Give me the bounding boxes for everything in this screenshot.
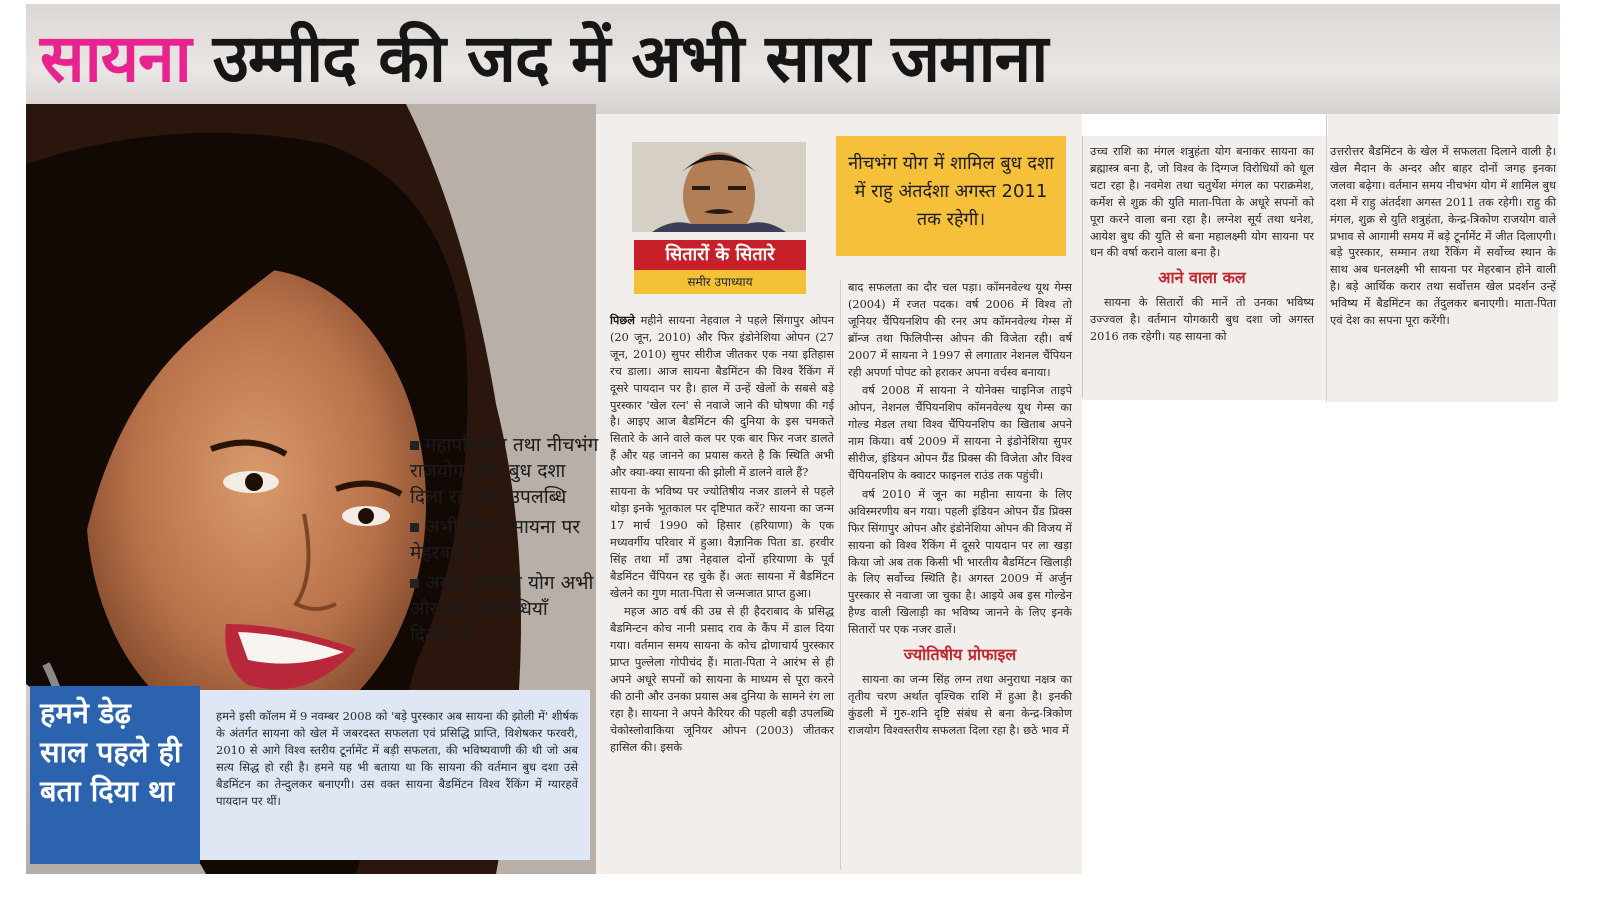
paragraph: वर्ष 2010 में जून का महीना सायना के लिए अविस्मरणीय बन गया। पहली इंडियन ओपन ग्रैंड प्रिक्स फिर सिंगापुर ओपन और इंडोनेशिया ओपन की विजय में सायना को विश्व रैंकिंग में दूसरे पायदान पर ला खड़ा किया जो अब तक किसी भी भारतीय बैडमिंटन खिलाड़ी के लिए सर्वोच्च स्थिति है। अगस्त 2009 में अर्जुन पुरस्कार से नवाजा जा चुका है। आइये अब इस गोल्डेन हैण्ड वाली खिलाड़ी का भविष्य जानने के लिए इनके सितारों पर एक नजर डालें। — [848, 487, 1072, 637]
bullet-square-icon — [410, 579, 419, 588]
paragraph: महज आठ वर्ष की उम्र से ही हैदराबाद के प्रसिद्ध बैडमिन्टन कोच नानी प्रसाद राव के कैंप में डाल दिया गया। वर्तमान समय सायना के कोच द्रोणाचार्य पुरस्कार प्राप्त पुल्लेला गोपीचंद हैं। माता-पिता ने आरंभ से ही अपने अधूरे सपनों को सायना के माध्यम से पूरा करने की ठानी और उनका प्रयास अब दुनिया के सामने रंग ला रहा है। सायना ने अपने कैरियर की पहली बड़ी उपलब्धि चेकोस्लोवाकिया जूनियर ओपन (2003) जीतकर हासिल की। इसके — [610, 605, 834, 754]
paragraph: उत्तरोत्तर बैडमिंटन के खेल में सफलता दिलाने वाली है। खेल मैदान के अन्दर और बाहर दोनों जगह इनका जलवा बढ़ेगा। वर्तमान समय नीचभंग योग में शामिल बुध दशा में राहु अंतर्दशा अगस्त 2011 तक रहेगी। राहु की मंगल, शुक्र से युति शत्रुहंता, केन्द्र-त्रिकोण राजयोग वाले प्रभाव से आगामी समय में बड़े टूर्नामेंट में जीत दिलाएगी। बड़े पुरस्कार, सम्मान तथा रैंकिंग में सर्वोच्च स्थान के साथ अब धनलक्ष्मी भी सायना पर मेहरबान होने वाली है। बड़े आर्थिक करार तथा सर्वोत्तम खेल प्रदर्शन उन्हें भविष्य में बैडमिंटन का तेंदुलकर बनाएगी। माता-पिता एवं देश का सपना पूरा करेंगी। — [1330, 145, 1556, 328]
article-column-3 — [1090, 144, 1314, 394]
article-column-2 — [848, 280, 1072, 850]
section-heading: आने वाला कल — [1158, 268, 1246, 288]
headline-name: सायना — [40, 20, 191, 97]
callout-line: बता दिया था — [40, 774, 175, 808]
paragraph: सायना के सितारों की मानें तो उनका भविष्य उज्ज्वल है। वर्तमान योगकारी बुध दशा जो अगस्त 2016 तक रहेगी। यह सायना को — [1090, 296, 1314, 344]
columnist-name: समीर उपाध्याय — [634, 270, 806, 294]
paragraph: सायना का जन्म सिंह लग्न तथा अनुराधा नक्षत्र का तृतीय चरण अर्थात वृश्चिक राशि में हुआ है। इनकी कुंडली में गुरु-शनि दृष्टि संबंध से बना केन्द्र-त्रिकोण राजयोग विश्वस्तरीय सफलता दिला रहा है। छठे भाव में — [848, 672, 1072, 737]
bullet-item — [410, 514, 600, 566]
highlight-bullets — [410, 432, 600, 652]
column-divider — [1082, 136, 1083, 398]
paragraph — [610, 312, 834, 482]
paragraph: वर्ष 2008 में सायना ने योनेक्स चाइनिज ताइपे ओपन, नेशनल चैंपियनशिप कॉमनवेल्थ यूथ गेम्स का गोल्ड मेडल तथा विश्व चैंपियनशिप का खिताब अपने नाम किया। वर्ष 2009 में सायना ने इंडोनेशिया सुपर सीरीज, इंडियन ओपन ग्रैंड प्रिक्स की विजेता और विश्व चैंपियनशिप के क्वाटर फाइनल राउंड तक पहुंची। — [848, 384, 1072, 482]
columnist-portrait-illustration — [632, 142, 806, 232]
column-divider — [1326, 104, 1327, 402]
prediction-callout — [30, 686, 200, 864]
callout-line: हमने डेढ़ — [40, 696, 131, 730]
bullet-item — [410, 570, 600, 648]
column-banner: सितारों के सितारे — [634, 240, 806, 270]
bullet-text: अभी सितारे सायना पर मेहरबान हैं — [410, 516, 581, 564]
headline-rest: उम्मीद की जद में अभी सारा जमाना — [212, 20, 1048, 97]
paragraph-text: महीने सायना नेहवाल ने पहले सिंगापुर ओपन (20 जून, 2010) और फिर इंडोनेशिया ओपन (27 जून, 2010) सुपर सीरीज जीतकर एक नया इतिहास रच डाला। आज सायना बैडमिंटन की विश्व रैंकिंग में दूसरे पायदान पर है। हाल में उन्हें खेलों के सबसे बड़े पुरस्कार 'खेल रत्न' से नवाजे जाने की घोषणा की गई है। आइए आज बैडमिंटन की दुनिया के इस चमकते सितारे के आने वाले कल पर एक बार फिर नजर डालते हैं और यह जानने का प्रयास करते है कि स्थिति अभी और क्या-क्या सायना की झोली में डालने वाले हैं? — [610, 314, 834, 480]
headline-band — [26, 4, 1560, 114]
columnist-photo — [632, 142, 806, 232]
paragraph: सायना के भविष्य पर ज्योतिषीय नजर डालने से पहले थोड़ा इनके भूतकाल पर दृष्टिपात करें? सायना का जन्म 17 मार्च 1990 को हिसार (हरियाणा) के एक मध्यवर्गीय परिवार में हुआ। वैज्ञानिक पिता डा. हरवीर सिंह तथा माँ उषा नेहवाल दोनों हरियाणा के पूर्व बैडमिंटन चैंपियन रह चुके हैं। अतः सायना में बैडमिंटन खेलने का गुण माता-पिता से जन्मजात प्राप्त हुआ। — [610, 485, 834, 600]
bullet-item — [410, 432, 600, 510]
paragraph: उच्च राशि का मंगल शत्रुहंता योग बनाकर सायना का ब्रह्मास्त्र बना है, जो विश्व के दिग्गज विरोधियों को धूल चटा रहा है। नवमेश तथा चतुर्थेश मंगल का पराक्रमेश, कर्मेश से शुक्र की युति माता-पिता के अधूरे सपनों को पूरा करने वाला बना रहा है। लग्नेश सूर्य तथा धनेश, आयेश बुध की युति से बना महालक्ष्मी योग सायना पर धन की वर्षा कराने वाला बना है। — [1090, 145, 1314, 260]
bullet-square-icon — [410, 441, 419, 450]
paragraph: बाद सफलता का दौर चल पड़ा। कॉमनवेल्थ यूथ गेम्स (2004) में रजत पदक। वर्ष 2006 में विश्व तो जूनियर चैंपियनशिप की रनर अप कॉमनवेल्थ गेम्स में ब्रॉन्ज तथा फिलिपीन्स ओपन की विजेता रही। वर्ष 2007 में सायना ने 1997 से लगातार नेशनल चैंपियन रही अपर्णा पोपट को हराकर अपना वर्चस्व बनाया। — [848, 281, 1072, 379]
bullet-text: महापरिवर्तन तथा नीचभंग राजयोग वाली बुध दशा दिला रही बड़ी उपलब्धि — [410, 434, 599, 508]
headline — [40, 14, 1047, 104]
article-column-1 — [610, 312, 834, 862]
section-heading: ज्योतिषीय प्रोफाइल — [903, 645, 1017, 665]
prediction-intro-text: हमने इसी कॉलम में 9 नवम्बर 2008 को 'बड़े पुरस्कार अब सायना की झोली में' शीर्षक के अंतर्गत सायना को खेल में जबरदस्त सफलता एवं प्रसिद्धि प्राप्ति, विशेषकर फरवरी, 2010 से आगे विश्व स्तरीय टूर्नामेंट में बड़ी सफलता, की भविष्यवाणी की थी जो अब सत्य सिद्ध हो रही है। हमने यह भी बताया था कि सायना की वर्तमान बुध दशा उसे बैडमिंटन का तेन्दुलकर बनाएगी। उस वक्त सायना बैडमिंटन विश्व रैंकिंग में ग्यारहवें पायदान पर थीं। — [200, 690, 590, 860]
article-column-4 — [1330, 144, 1556, 389]
lead-word: पिछले — [610, 313, 635, 327]
callout-line: साल पहले ही — [40, 735, 182, 769]
bullet-text: अखंड सामान्य योग अभी और बड़ी उपलब्धियाँ दिलाएगा — [410, 572, 594, 646]
column-divider — [840, 280, 841, 870]
bullet-square-icon — [410, 523, 419, 532]
pull-quote: नीचभंग योग में शामिल बुध दशा में राहु अंतर्दशा अगस्त 2011 तक रहेगी। — [836, 136, 1066, 256]
